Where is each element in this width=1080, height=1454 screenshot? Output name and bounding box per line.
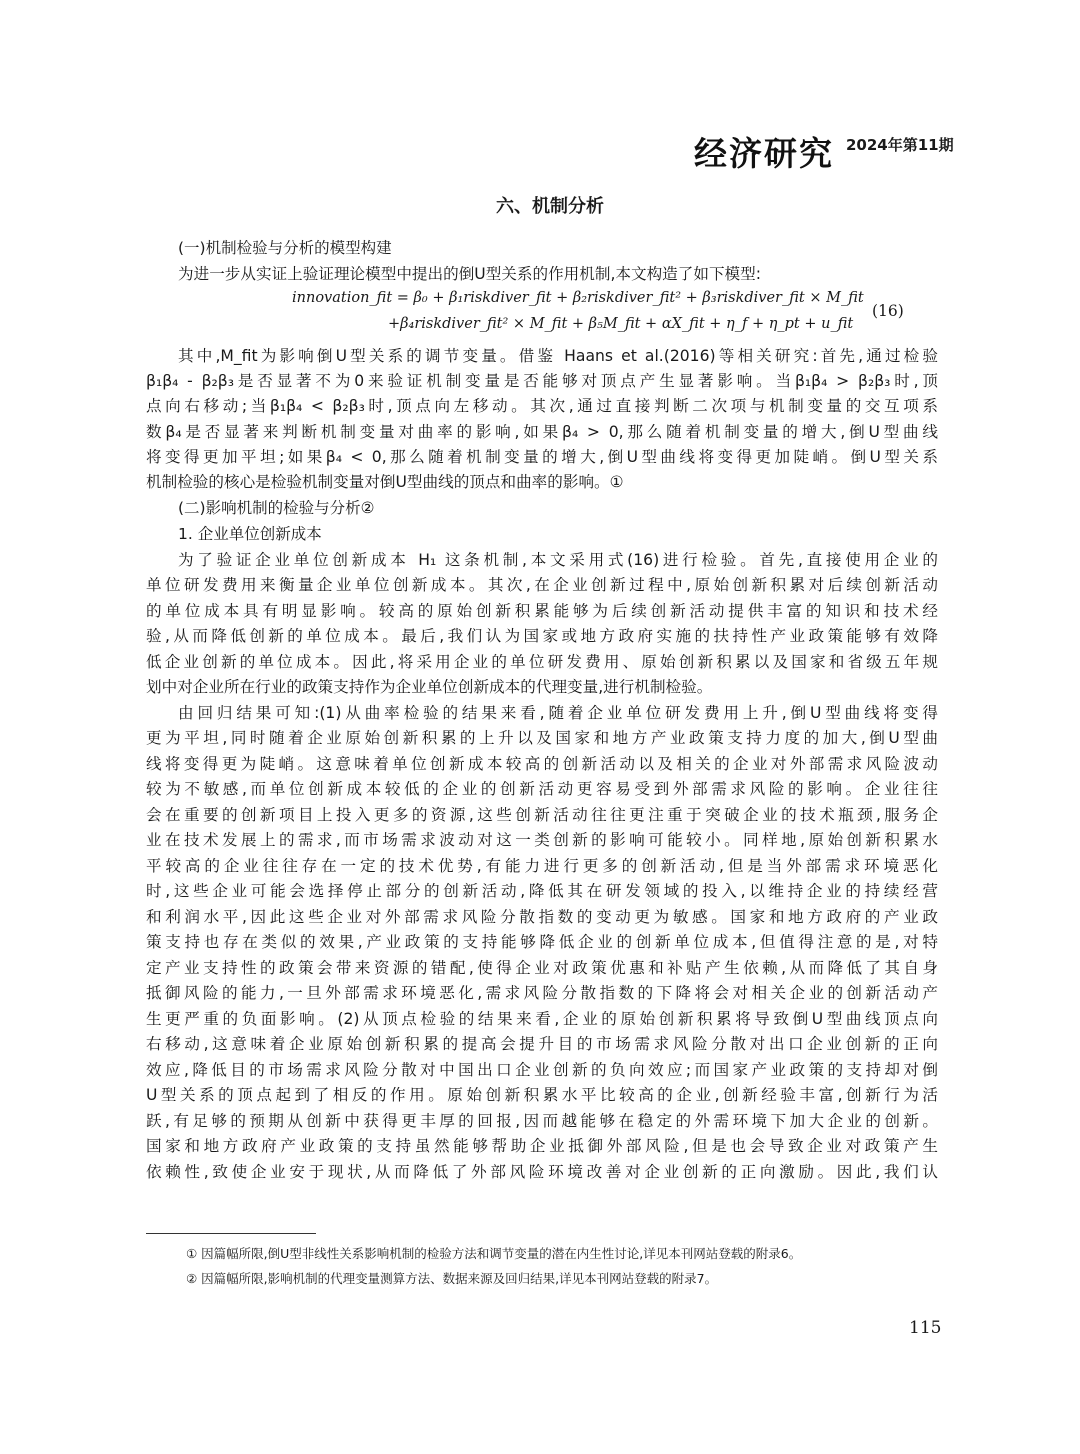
para-3-line: 平较高的企业往往存在一定的技术优势,有能力进行更多的创新活动,但是当外部需求环境恶化 [146, 857, 938, 875]
page-number: 115 [909, 1318, 942, 1338]
formula-line-1: innovation_fit = β₀ + β₁riskdiver_fit + β₂riskdiver_fit² + β₃riskdiver_fit × M_fit [292, 290, 864, 306]
section-title: 六、机制分析 [496, 196, 604, 217]
equation-number: (16) [872, 302, 904, 320]
para-2-line: 低企业创新的单位成本。因此,将采用企业的单位研发费用、原始创新积累以及国家和省级五年规 [146, 653, 938, 671]
issue-label: 2024年第11期 [846, 136, 954, 154]
para-2-line: 划中对企业所在行业的政策支持作为企业单位创新成本的代理变量,进行机制检验。 [146, 678, 713, 696]
footnote-2: ② 因篇幅所限,影响机制的代理变量测算方法、数据来源及回归结果,详见本刊网站登载的附录7。 [186, 1271, 718, 1286]
para-3-line: 更为平坦,同时随着企业原始创新积累的上升以及国家和地方产业政策支持力度的加大,倒U型曲 [146, 729, 938, 747]
subheading-cost: 1. 企业单位创新成本 [178, 525, 322, 543]
para-3-line: U型关系的顶点起到了相反的作用。原始创新积累水平比较高的企业,创新经验丰富,创新行为活 [146, 1086, 938, 1104]
para-3-line: 国家和地方政府产业政策的支持虽然能够帮助企业抵御外部风险,但是也会导致企业对政策产生 [146, 1137, 938, 1155]
journal-logo: 经济研究 [694, 134, 834, 173]
para-3-line: 效应,降低目的市场需求风险分散对中国出口企业创新的负向效应;而国家产业政策的支持却对倒 [146, 1061, 938, 1079]
para-2-line: 的单位成本具有明显影响。较高的原始创新积累能够为后续创新活动提供丰富的知识和技术经 [146, 602, 938, 620]
para-3-line: 依赖性,致使企业安于现状,从而降低了外部风险环境改善对企业创新的正向激励。因此,我们认 [146, 1163, 938, 1181]
para-1-line: 其中,M_fit为影响倒U型关系的调节变量。借鉴 Haans et al.(2016)等相关研究:首先,通过检验 [178, 347, 938, 365]
para-3-line: 较为不敏感,而单位创新成本较低的企业的创新活动更容易受到外部需求风险的影响。企业往往 [146, 780, 938, 798]
para-3-line: 和利润水平,因此这些企业对外部需求风险分散指数的变动更为敏感。国家和地方政府的产业政 [146, 908, 938, 926]
footnote-1: ① 因篇幅所限,倒U型非线性关系影响机制的检验方法和调节变量的潜在内生性讨论,详见本刊网站登载的附录6。 [186, 1246, 802, 1261]
subheading-mechanism: (二)影响机制的检验与分析② [178, 499, 375, 517]
para-3-line: 业在技术发展上的需求,而市场需求波动对这一类创新的影响可能较小。同样地,原始创新积累水 [146, 831, 938, 849]
para-3-line: 线将变得更为陡峭。这意味着单位创新成本较高的创新活动以及相关的企业对外部需求风险波动 [146, 755, 938, 773]
para-3-line: 由回归结果可知:(1)从曲率检验的结果来看,随着企业单位研发费用上升,倒U型曲线将变得 [178, 704, 938, 722]
para-2-line: 验,从而降低创新的单位成本。最后,我们认为国家或地方政府实施的扶持性产业政策能够有效降 [146, 627, 938, 645]
subheading-model: (一)机制检验与分析的模型构建 [178, 239, 392, 257]
para-1-line: β₁β₄ - β₂β₃是否显著不为0来验证机制变量是否能够对顶点产生显著影响。当β₁β₄ > β₂β₃时,顶 [146, 372, 938, 390]
para-1-line: 机制检验的核心是检验机制变量对倒U型曲线的顶点和曲率的影响。① [146, 473, 624, 491]
para-1-line: 点向右移动;当β₁β₄ < β₂β₃时,顶点向左移动。其次,通过直接判断二次项与机制变量的交互项系 [146, 397, 938, 415]
para-3-line: 定产业支持性的政策会带来资源的错配,使得企业对政策优惠和补贴产生依赖,从而降低了其自身 [146, 959, 938, 977]
para-3-line: 时,这些企业可能会选择停止部分的创新活动,降低其在研发领域的投入,以维持企业的持续经营 [146, 882, 938, 900]
para-3-line: 策支持也存在类似的效果,产业政策的支持能够降低企业的创新单位成本,但值得注意的是,对特 [146, 933, 938, 951]
para-3-line: 生更严重的负面影响。(2)从顶点检验的结果来看,企业的原始创新积累将导致倒U型曲线顶点向 [146, 1010, 938, 1028]
para-1-line: 将变得更加平坦;如果β₄ < 0,那么随着机制变量的增大,倒U型曲线将变得更加陡峭。倒U型关系 [146, 448, 938, 466]
para-2-line: 单位研发费用来衡量企业单位创新成本。其次,在企业创新过程中,原始创新积累对后续创新活动 [146, 576, 938, 594]
para-3-line: 右移动,这意味着企业原始创新积累的提高会提升目的市场需求风险分散对出口企业创新的正向 [146, 1035, 938, 1053]
para-3-line: 跃,有足够的预期从创新中获得更丰厚的回报,因而越能够在稳定的外需环境下加大企业的创新。 [146, 1112, 938, 1130]
footnote-divider [146, 1233, 316, 1234]
para-2-line: 为了验证企业单位创新成本 H₁ 这条机制,本文采用式(16)进行检验。首先,直接使用企业的 [178, 551, 938, 569]
para-1-line: 数β₄是否显著来判断机制变量对曲率的影响,如果β₄ > 0,那么随着机制变量的增大,倒U型曲线 [146, 423, 938, 441]
intro-line: 为进一步从实证上验证理论模型中提出的倒U型关系的作用机制,本文构造了如下模型: [178, 265, 761, 283]
para-3-line: 抵御风险的能力,一旦外部需求环境恶化,需求风险分散指数的下降将会对相关企业的创新活动产 [146, 984, 938, 1002]
formula-line-2: +β₄riskdiver_fit² × M_fit + β₅M_fit + αX_fit + η_f + η_pt + u_fit [388, 316, 854, 332]
para-3-line: 会在重要的创新项目上投入更多的资源,这些创新活动往往更注重于突破企业的技术瓶颈,服务企 [146, 806, 938, 824]
